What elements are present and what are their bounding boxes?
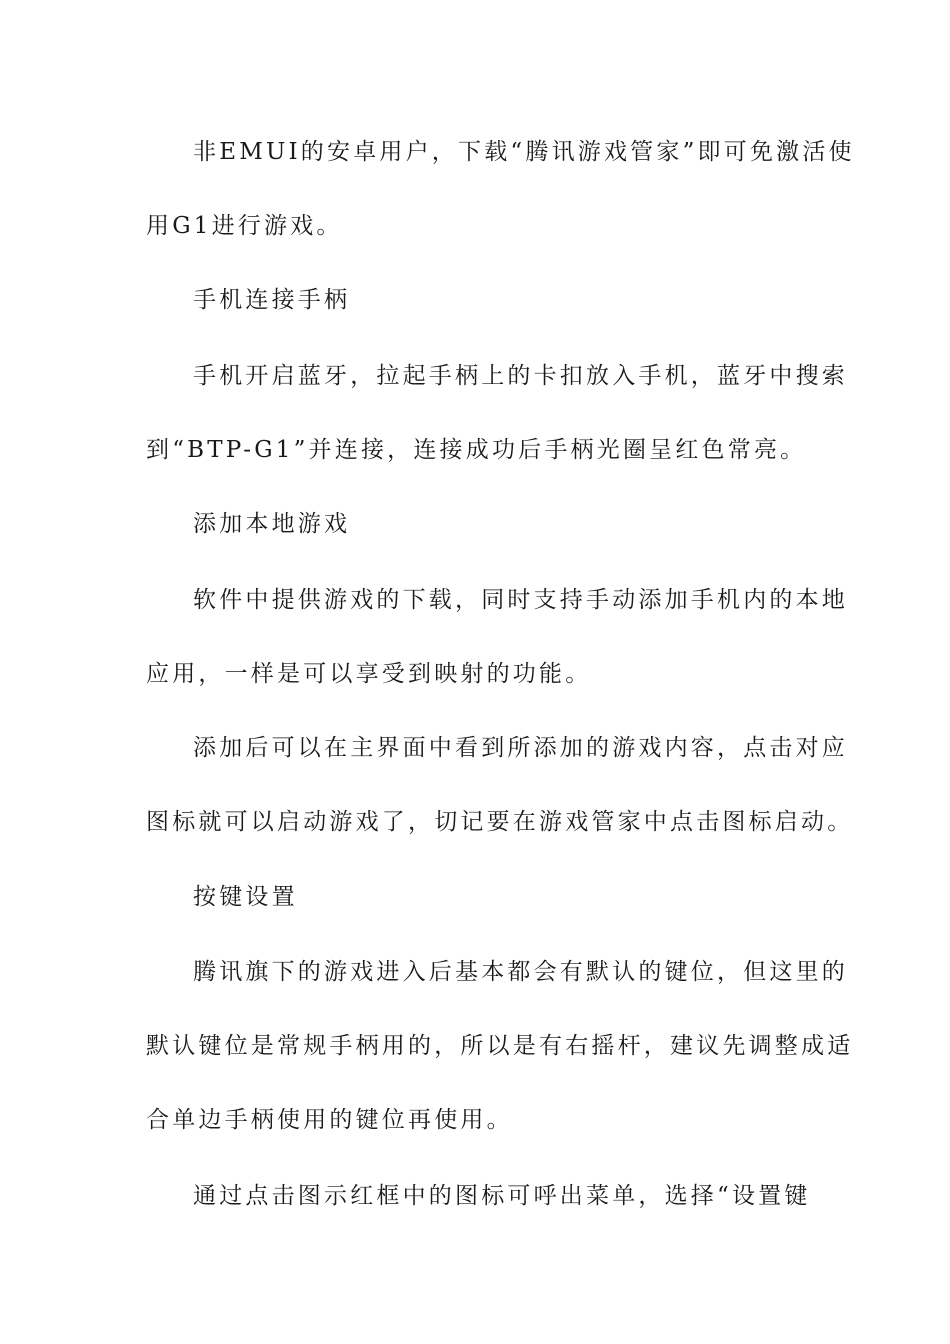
section-heading-connect-controller: 手机连接手柄: [193, 287, 351, 313]
paragraph-8-line-3: 合单边手柄使用的键位再使用。: [146, 1107, 513, 1133]
paragraph-6-line-1: 添加后可以在主界面中看到所添加的游戏内容，点击对应: [193, 735, 848, 761]
paragraph-6-line-2: 图标就可以启动游戏了，切记要在游戏管家中点击图标启动。: [146, 809, 854, 835]
paragraph-5-line-2: 应用，一样是可以享受到映射的功能。: [146, 661, 592, 687]
section-heading-key-settings: 按键设置: [193, 884, 298, 910]
paragraph-8-line-1: 腾讯旗下的游戏进入后基本都会有默认的键位，但这里的: [193, 959, 848, 985]
paragraph-8-line-2: 默认键位是常规手柄用的，所以是有右摇杆，建议先调整成适: [146, 1033, 854, 1059]
paragraph-9-line-1: 通过点击图示红框中的图标可呼出菜单，选择“设置键: [193, 1183, 811, 1209]
paragraph-3-line-1: 手机开启蓝牙，拉起手柄上的卡扣放入手机，蓝牙中搜索: [193, 363, 848, 389]
paragraph-1-line-1: 非EMUI的安卓用户，下载“腾讯游戏管家”即可免激活使: [193, 139, 855, 165]
paragraph-5-line-1: 软件中提供游戏的下载，同时支持手动添加手机内的本地: [193, 587, 848, 613]
paragraph-3-line-2: 到“BTP-G1”并连接，连接成功后手柄光圈呈红色常亮。: [146, 437, 807, 463]
section-heading-add-local-game: 添加本地游戏: [193, 511, 351, 537]
paragraph-1-line-2: 用G1进行游戏。: [146, 213, 343, 239]
